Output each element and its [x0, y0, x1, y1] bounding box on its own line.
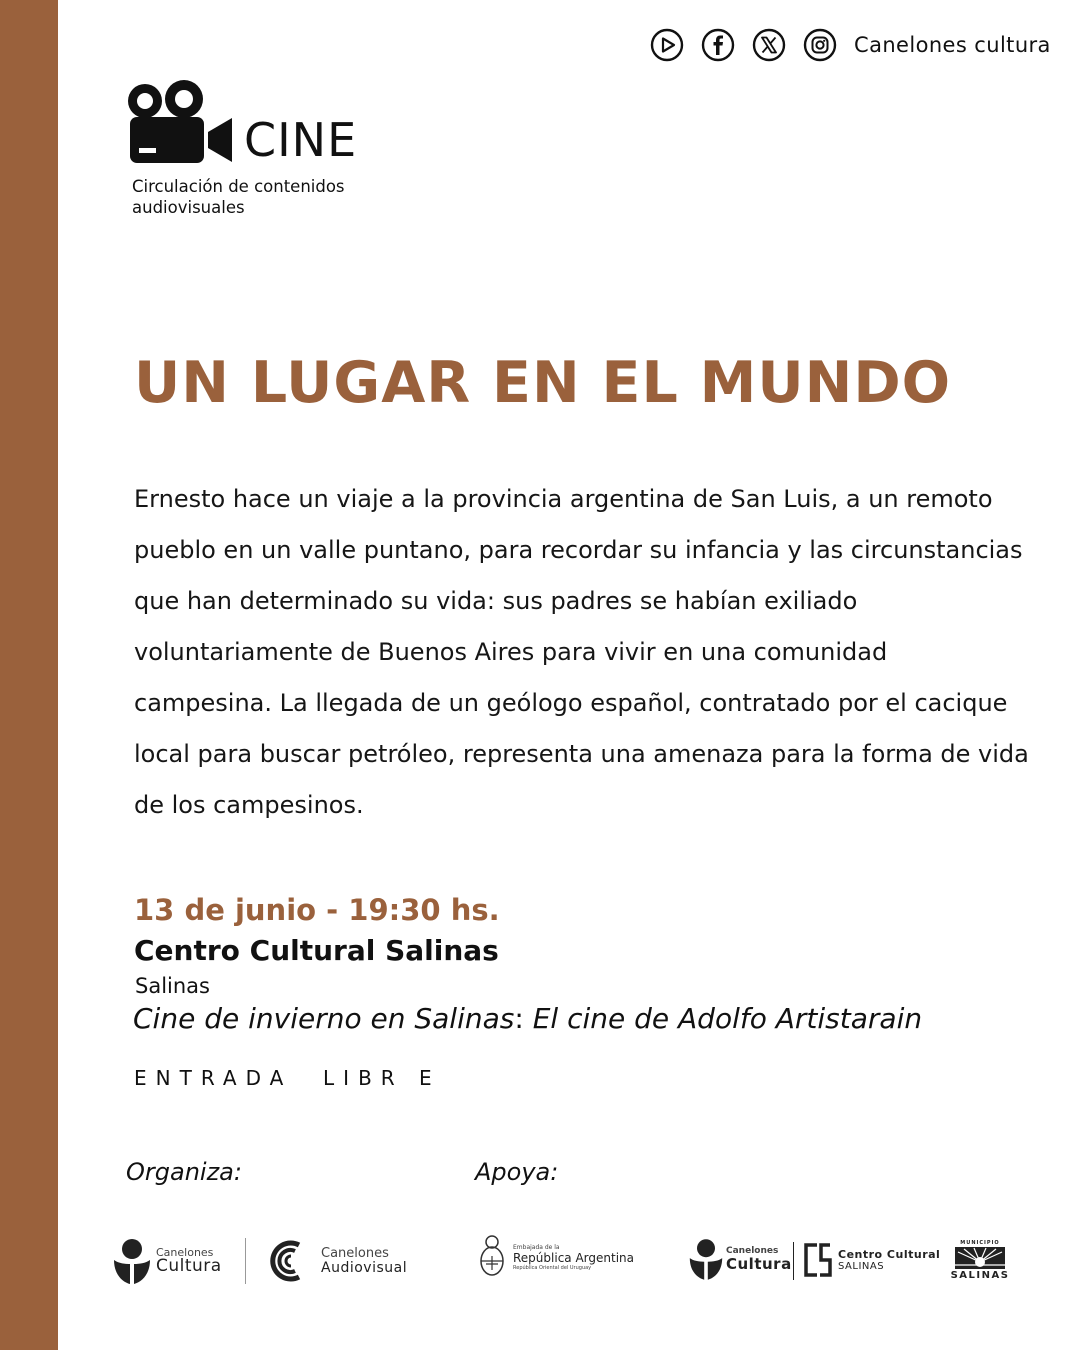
partner-small-text: Canelones	[156, 1246, 214, 1259]
event-datetime: 13 de junio - 19:30 hs.	[134, 893, 500, 927]
partner-centro-cultural-salinas	[803, 1242, 940, 1278]
municipio-salinas-logo	[954, 1246, 1006, 1270]
logo-word: CINE	[244, 113, 358, 167]
logo-subtitle-line1: Circulación de contenidos	[132, 177, 345, 196]
partner-big-text: Cultura	[726, 1255, 792, 1273]
cycle-prefix: Cine de invierno en Salinas	[133, 1002, 515, 1035]
partner-canelones-cultura	[112, 1238, 222, 1284]
partner-small-text: Canelones	[726, 1246, 779, 1256]
film-camera-icon	[128, 80, 234, 166]
canelones-audiovisual-logo	[265, 1237, 307, 1285]
film-title: UN LUGAR EN EL MUNDO	[134, 350, 952, 416]
partner-big-text: Centro Cultural	[838, 1247, 941, 1261]
centro-cultural-salinas-logo	[803, 1242, 833, 1278]
event-cycle	[133, 1002, 922, 1035]
partner-municipio-salinas	[950, 1240, 1010, 1281]
partner-canelones-cultura-support	[688, 1238, 792, 1280]
partner-big-text: Cultura	[156, 1256, 222, 1276]
instagram-icon[interactable]	[803, 28, 837, 62]
partner-big-text: SALINAS	[950, 1270, 1010, 1281]
organiza-label: Organiza:	[126, 1158, 242, 1186]
entry-free: ENTRADA LIBR E	[134, 1066, 441, 1090]
partner-small-text: SALINAS	[838, 1260, 885, 1272]
partner-small-text: Embajada de la	[513, 1243, 560, 1251]
event-city: Salinas	[135, 974, 210, 998]
partner-embajada-argentina	[477, 1234, 634, 1280]
canelones-cultura-logo	[112, 1238, 152, 1284]
partner-small-text: Canelones	[321, 1246, 389, 1261]
event-venue: Centro Cultural Salinas	[134, 934, 499, 967]
canelones-cultura-logo	[688, 1238, 724, 1280]
partner-big-text: Audiovisual	[321, 1260, 408, 1276]
side-accent-bar	[0, 0, 58, 1350]
logo-subtitle-line2: audiovisuales	[132, 198, 245, 217]
logo-subtitle	[132, 176, 392, 218]
partner-big-text: República Argentina	[513, 1250, 634, 1265]
partner-tiny-text: República Oriental del Uruguay	[513, 1264, 592, 1271]
x-icon[interactable]	[752, 28, 786, 62]
film-synopsis: Ernesto hace un viaje a la provincia argentina de San Luis, a un remoto pueblo en un valle puntano, para recordar su infancia y las circunstancias que han determinado su vida: sus padres se habían exiliado voluntariamente de Buenos Aires para vivir en una comunidad campesina. La llegada de un geólogo español, contratado por el cacique local para buscar petróleo, representa una amenaza para la forma de vida de los campesinos.	[134, 485, 1029, 819]
facebook-icon[interactable]	[701, 28, 735, 62]
apoya-label: Apoya:	[475, 1158, 559, 1186]
footer-divider	[245, 1238, 246, 1284]
cycle-separator: :	[514, 1002, 533, 1035]
social-header	[650, 28, 1051, 62]
footer-divider	[793, 1242, 794, 1280]
cycle-suffix: El cine de Adolfo Artistarain	[532, 1002, 923, 1035]
partner-small-text: MUNICIPIO	[960, 1240, 1000, 1246]
argentina-coat-of-arms-icon	[477, 1234, 507, 1280]
brand-name[interactable]: Canelones cultura	[854, 33, 1051, 57]
youtube-icon[interactable]	[650, 28, 684, 62]
partner-canelones-audiovisual	[265, 1237, 407, 1285]
